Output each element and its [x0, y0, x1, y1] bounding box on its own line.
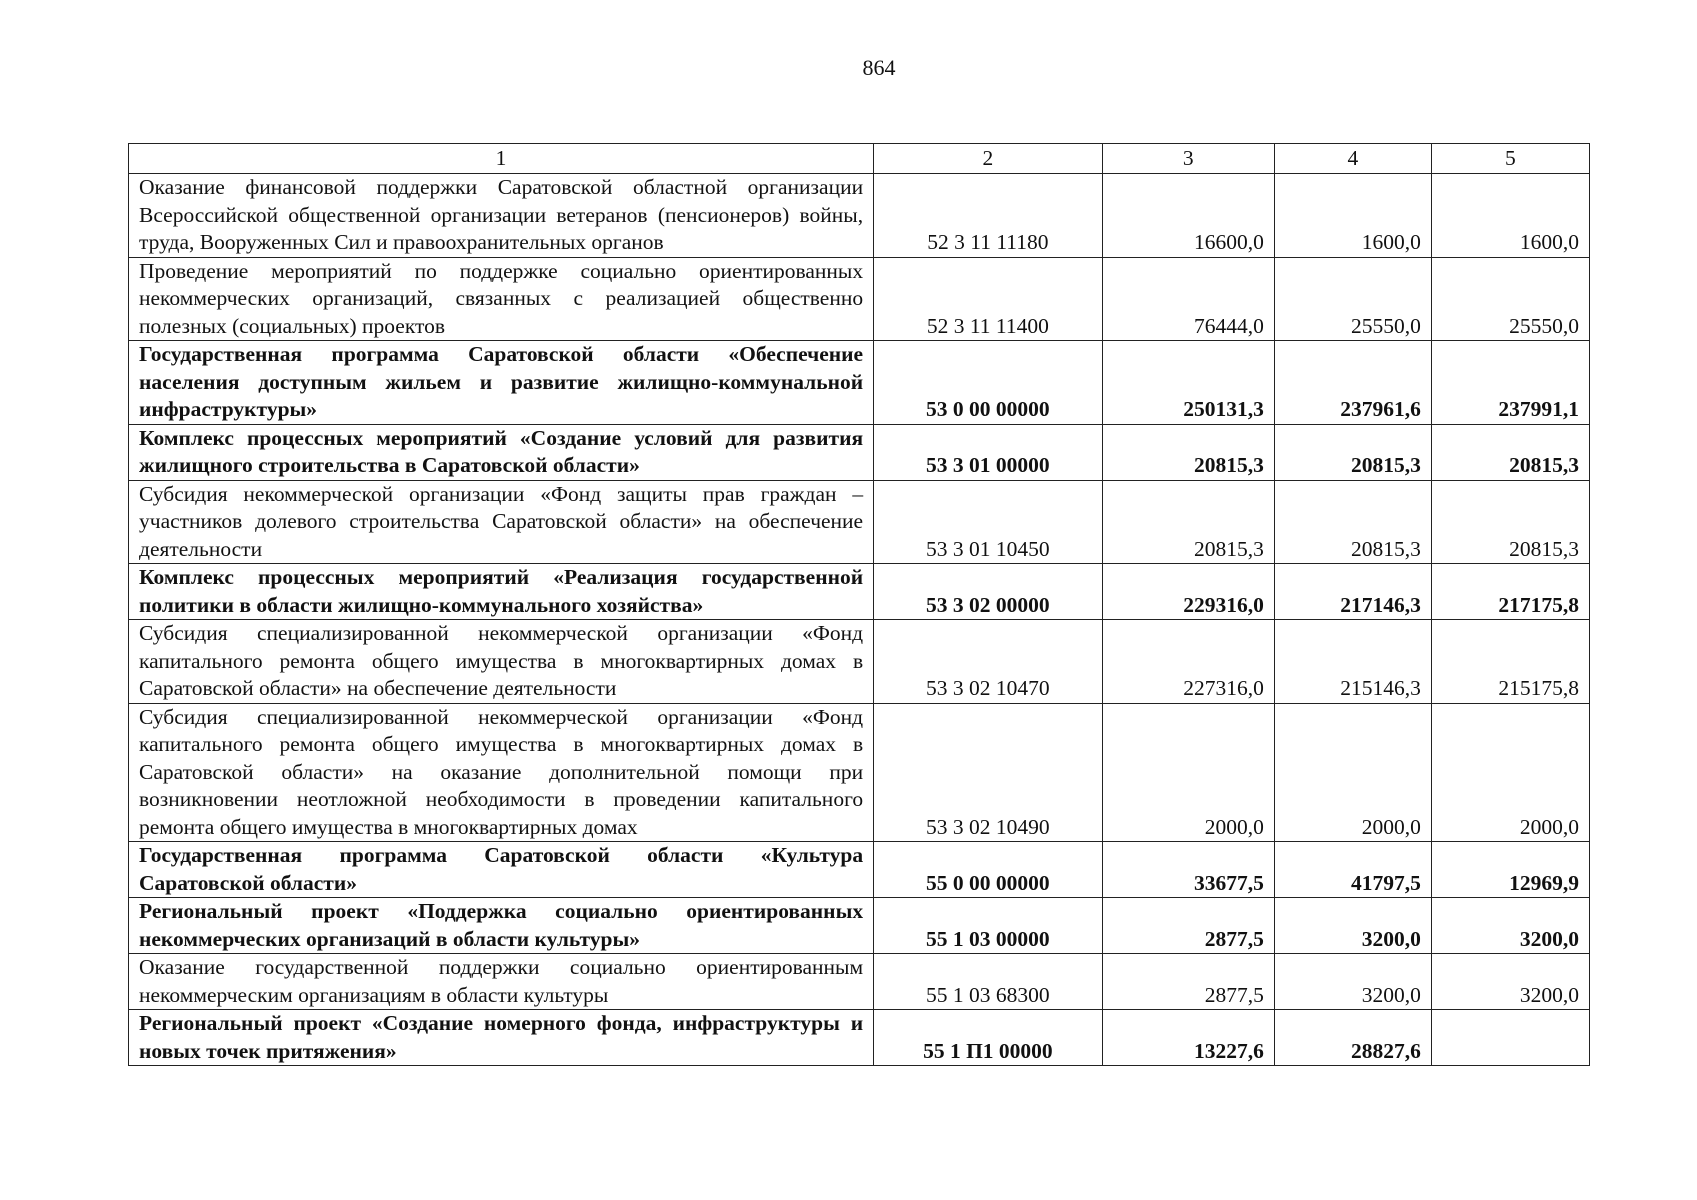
row-value-col3: 250131,3 [1102, 341, 1274, 425]
row-description: Государственная программа Саратовской области «Культура Саратовской области» [129, 842, 874, 898]
column-header-2: 2 [874, 144, 1103, 174]
row-value-col5: 20815,3 [1431, 480, 1589, 564]
table-row [129, 954, 1590, 1010]
row-value-col5: 237991,1 [1431, 341, 1589, 425]
row-value-col4: 28827,6 [1274, 1010, 1431, 1066]
row-value-col3: 20815,3 [1102, 424, 1274, 480]
table-row [129, 564, 1590, 620]
row-description: Субсидия некоммерческой организации «Фонд защиты прав граждан – участников долевого строительства Саратовской области» на обеспечение деятельности [129, 480, 874, 564]
row-code: 55 1 03 68300 [874, 954, 1103, 1010]
column-header-1: 1 [129, 144, 874, 174]
row-value-col4: 20815,3 [1274, 424, 1431, 480]
row-code: 52 3 11 11400 [874, 257, 1103, 341]
row-value-col4: 25550,0 [1274, 257, 1431, 341]
row-value-col5: 215175,8 [1431, 620, 1589, 704]
row-description: Субсидия специализированной некоммерческой организации «Фонд капитального ремонта общего имущества в многоквартирных домах в Саратовской области» на обеспечение деятельности [129, 620, 874, 704]
row-value-col4: 215146,3 [1274, 620, 1431, 704]
row-code: 53 3 02 10490 [874, 703, 1103, 842]
row-value-col4: 1600,0 [1274, 174, 1431, 258]
row-value-col5: 1600,0 [1431, 174, 1589, 258]
row-description: Региональный проект «Поддержка социально ориентированных некоммерческих организаций в области культуры» [129, 898, 874, 954]
row-value-col5: 20815,3 [1431, 424, 1589, 480]
row-value-col4: 217146,3 [1274, 564, 1431, 620]
row-value-col3: 33677,5 [1102, 842, 1274, 898]
column-header-5: 5 [1431, 144, 1589, 174]
row-value-col5: 25550,0 [1431, 257, 1589, 341]
row-value-col5 [1431, 1010, 1589, 1066]
row-code: 53 3 02 10470 [874, 620, 1103, 704]
row-value-col3: 227316,0 [1102, 620, 1274, 704]
table-row [129, 341, 1590, 425]
row-description: Субсидия специализированной некоммерческой организации «Фонд капитального ремонта общего имущества в многоквартирных домах в Саратовской области» на оказание дополнительной помощи при возникновении неотложной необходимости в проведении капитального ремонта общего имущества в многоквартирных домах [129, 703, 874, 842]
table-row [129, 620, 1590, 704]
table-header-row [129, 144, 1590, 174]
row-value-col3: 229316,0 [1102, 564, 1274, 620]
row-value-col4: 3200,0 [1274, 954, 1431, 1010]
row-code: 53 3 01 10450 [874, 480, 1103, 564]
row-value-col5: 2000,0 [1431, 703, 1589, 842]
column-header-3: 3 [1102, 144, 1274, 174]
row-value-col3: 13227,6 [1102, 1010, 1274, 1066]
row-description: Оказание финансовой поддержки Саратовской областной организации Всероссийской общественной организации ветеранов (пенсионеров) войны, труда, Вооруженных Сил и правоохранительных органов [129, 174, 874, 258]
row-code: 53 0 00 00000 [874, 341, 1103, 425]
row-value-col3: 2000,0 [1102, 703, 1274, 842]
row-value-col3: 20815,3 [1102, 480, 1274, 564]
row-description: Государственная программа Саратовской области «Обеспечение населения доступным жильем и развитие жилищно-коммунальной инфраструктуры» [129, 341, 874, 425]
table-row [129, 174, 1590, 258]
row-code: 55 1 03 00000 [874, 898, 1103, 954]
row-value-col3: 76444,0 [1102, 257, 1274, 341]
row-description: Комплекс процессных мероприятий «Реализация государственной политики в области жилищно-коммунального хозяйства» [129, 564, 874, 620]
table-row [129, 1010, 1590, 1066]
row-code: 52 3 11 11180 [874, 174, 1103, 258]
table-row [129, 842, 1590, 898]
row-code: 53 3 02 00000 [874, 564, 1103, 620]
row-value-col4: 41797,5 [1274, 842, 1431, 898]
row-description: Оказание государственной поддержки социально ориентированным некоммерческим организациям в области культуры [129, 954, 874, 1010]
column-header-4: 4 [1274, 144, 1431, 174]
table-row [129, 898, 1590, 954]
row-value-col5: 217175,8 [1431, 564, 1589, 620]
row-value-col3: 2877,5 [1102, 954, 1274, 1010]
row-description: Проведение мероприятий по поддержке социально ориентированных некоммерческих организаций, связанных с реализацией общественно полезных (социальных) проектов [129, 257, 874, 341]
row-value-col4: 20815,3 [1274, 480, 1431, 564]
table-row [129, 703, 1590, 842]
table-body [129, 174, 1590, 1066]
row-description: Региональный проект «Создание номерного фонда, инфраструктуры и новых точек притяжения» [129, 1010, 874, 1066]
row-value-col4: 3200,0 [1274, 898, 1431, 954]
row-value-col3: 2877,5 [1102, 898, 1274, 954]
row-code: 55 1 П1 00000 [874, 1010, 1103, 1066]
row-value-col4: 237961,6 [1274, 341, 1431, 425]
row-value-col5: 3200,0 [1431, 954, 1589, 1010]
row-value-col3: 16600,0 [1102, 174, 1274, 258]
budget-table [128, 143, 1590, 1066]
row-code: 53 3 01 00000 [874, 424, 1103, 480]
table-row [129, 424, 1590, 480]
row-value-col4: 2000,0 [1274, 703, 1431, 842]
table-row [129, 480, 1590, 564]
row-description: Комплекс процессных мероприятий «Создание условий для развития жилищного строительства в Саратовской области» [129, 424, 874, 480]
row-value-col5: 3200,0 [1431, 898, 1589, 954]
table-row [129, 257, 1590, 341]
page-number: 864 [862, 55, 896, 80]
row-value-col5: 12969,9 [1431, 842, 1589, 898]
row-code: 55 0 00 00000 [874, 842, 1103, 898]
